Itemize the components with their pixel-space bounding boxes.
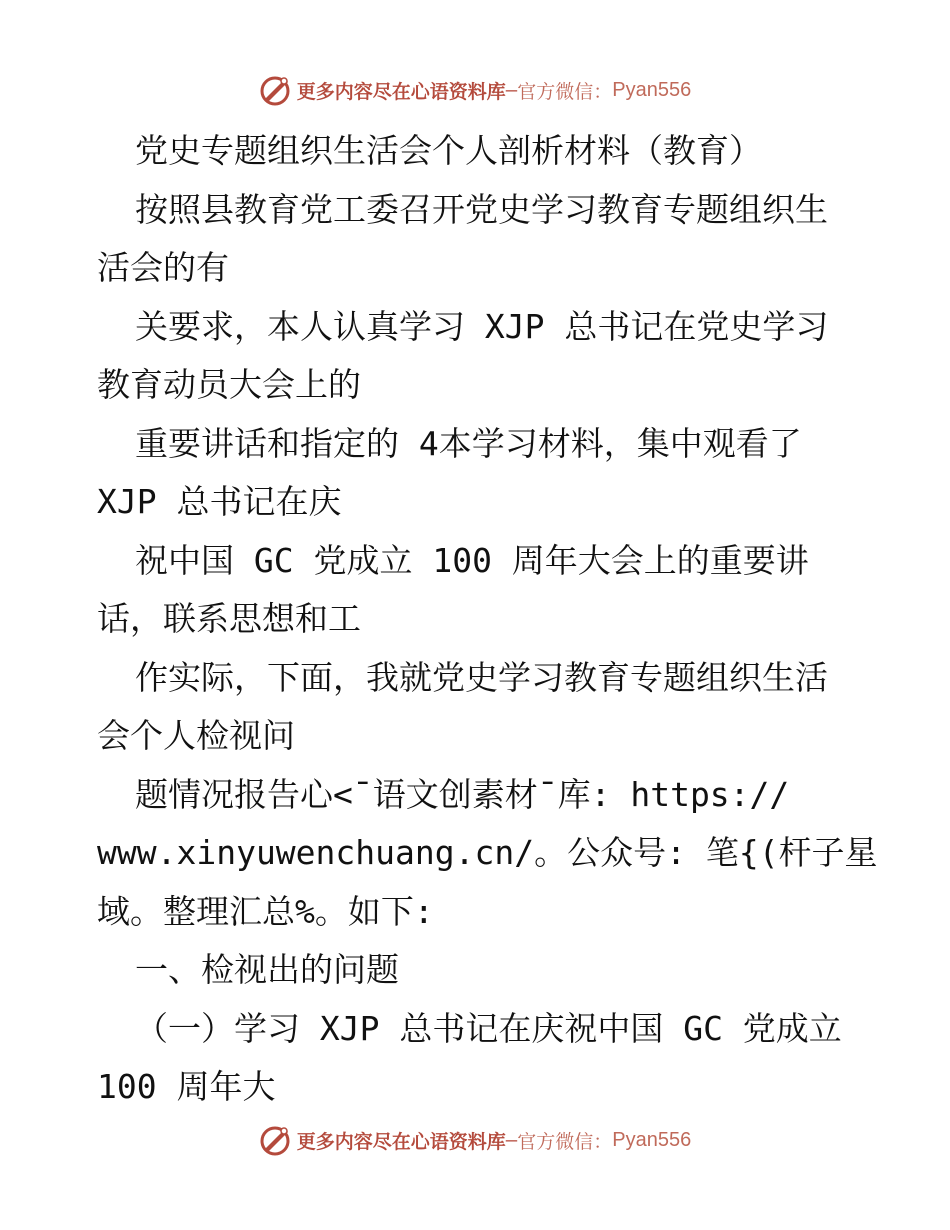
document-body (97, 122, 878, 1117)
text-line: 域。整理汇总%。如下: (97, 891, 434, 931)
text-line: 活会的有 (97, 248, 229, 287)
text-line: 教育动员大会上的 (97, 365, 361, 404)
quill-pen-logo-icon (259, 73, 293, 107)
banner-separator: — (505, 79, 518, 101)
banner-wechat-label: 官方微信： (517, 1130, 613, 1153)
text-line: 关要求，本人认真学习 XJP 总书记在党史学习 (135, 306, 829, 346)
text-line: 会个人检视问 (97, 716, 295, 755)
banner-site-name: 更多内容尽在心语资料库 (296, 80, 506, 103)
banner-wechat-id: Pyan556 (612, 1128, 692, 1151)
banner-wechat-id: Pyan556 (612, 78, 692, 101)
quill-pen-logo-icon (259, 1123, 293, 1157)
text-line: 话，联系思想和工 (97, 599, 361, 638)
text-line: 100 周年大 (97, 1067, 276, 1106)
text-line: 重要讲话和指定的 4本学习材料，集中观看了 (135, 423, 802, 463)
header-banner (0, 70, 950, 110)
text-line: 祝中国 GC 党成立 100 周年大会上的重要讲 (135, 540, 809, 580)
banner-site-name: 更多内容尽在心语资料库 (296, 1130, 506, 1153)
text-line: 按照县教育党工委召开党史学习教育专题组织生 (135, 189, 828, 229)
text-line: www.xinyuwenchuang.cn/。公众号: 笔{(杆子星 (97, 833, 878, 872)
text-line: 题情况报告心<¯语文创素材¯库: https:// (135, 774, 790, 814)
banner-separator: — (505, 1129, 518, 1151)
text-line: （一）学习 XJP 总书记在庆祝中国 GC 党成立 (135, 1008, 842, 1048)
banner-wechat-label: 官方微信： (517, 80, 613, 103)
footer-banner (0, 1120, 950, 1160)
text-line: 一、检视出的问题 (135, 950, 399, 989)
text-line: 党史专题组织生活会个人剖析材料（教育） (135, 131, 762, 170)
text-line: 作实际，下面，我就党史学习教育专题组织生活 (135, 657, 828, 697)
text-line: XJP 总书记在庆 (97, 482, 342, 521)
